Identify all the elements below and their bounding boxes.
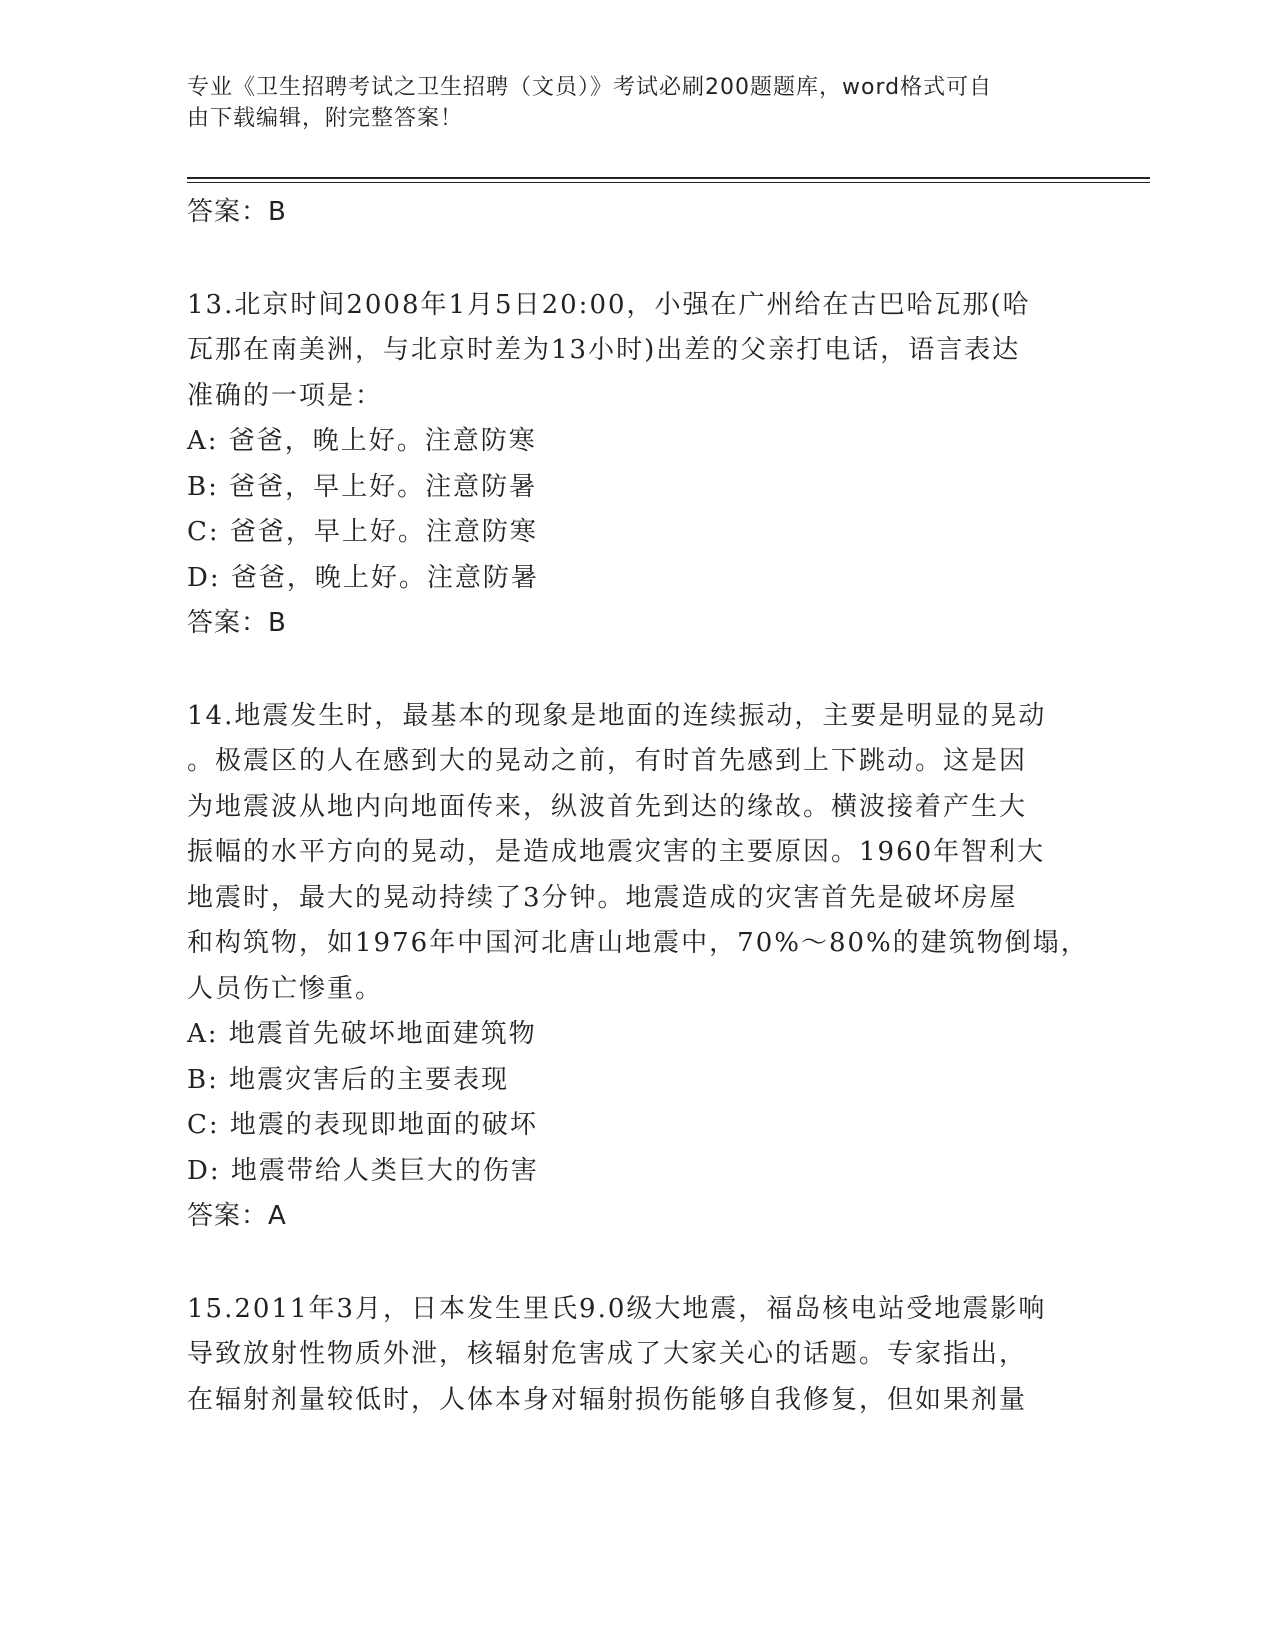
question-text-line: 人员伤亡惨重。 [187,973,384,1004]
question-14 [187,694,1087,1240]
question-text-line: 14.地震发生时，最基本的现象是地面的连续振动，主要是明显的晃动 [187,700,1047,731]
header-line-2: 由下载编辑，附完整答案！ [187,106,464,131]
header-line-1: 专业《卫生招聘考试之卫生招聘（文员）》考试必刷200题题库，word格式可自 [187,75,993,100]
option-a: A: 爸爸，晚上好。注意防寒 [187,426,537,456]
header-rule-thick [187,177,1150,179]
question-15 [187,1287,1087,1424]
spacer [187,236,1087,283]
answer-previous: 答案：B [187,197,287,227]
question-13 [187,283,1087,647]
question-text-line: 和构筑物，如1976年中国河北唐山地震中，70%～80%的建筑物倒塌， [187,928,1089,958]
question-text-line: 导致放射性物质外泄，核辐射危害成了大家关心的话题。专家指出， [187,1339,1028,1369]
spacer [187,647,1087,694]
answer-14: 答案：A [187,1201,287,1231]
option-b: B: 地震灾害后的主要表现 [187,1064,510,1095]
question-text-line: 地震时，最大的晃动持续了3分钟。地震造成的灾害首先是破坏房屋 [187,882,1018,913]
question-text-line: 准确的一项是： [187,380,384,411]
option-c: C: 爸爸，早上好。注意防寒 [187,517,538,547]
question-text-line: 13.北京时间2008年1月5日20:00，小强在广州给在古巴哈瓦那(哈 [187,289,1031,320]
question-text-line: 振幅的水平方向的晃动，是造成地震灾害的主要原因。1960年智利大 [187,837,1046,867]
option-d: D: 地震带给人类巨大的伤害 [187,1155,539,1186]
answer-13: 答案：B [187,608,287,638]
header-rule-thin [187,182,1150,183]
question-text-line: 。极震区的人在感到大的晃动之前，有时首先感到上下跳动。这是因 [187,746,1028,776]
document-body [187,190,1087,1423]
option-a: A: 地震首先破坏地面建筑物 [187,1019,537,1049]
option-c: C: 地震的表现即地面的破坏 [187,1110,538,1140]
page-header [187,72,1087,134]
option-d: D: 爸爸，晚上好。注意防暑 [187,562,539,593]
spacer [187,1240,1087,1287]
question-text-line: 在辐射剂量较低时，人体本身对辐射损伤能够自我修复，但如果剂量 [187,1384,1028,1415]
question-text-line: 15.2011年3月，日本发生里氏9.0级大地震，福岛核电站受地震影响 [187,1293,1047,1324]
question-text-line: 为地震波从地内向地面传来，纵波首先到达的缘故。横波接着产生大 [187,791,1028,822]
option-b: B: 爸爸，早上好。注意防暑 [187,471,538,502]
question-text-line: 瓦那在南美洲，与北京时差为13小时)出差的父亲打电话，语言表达 [187,335,1021,365]
